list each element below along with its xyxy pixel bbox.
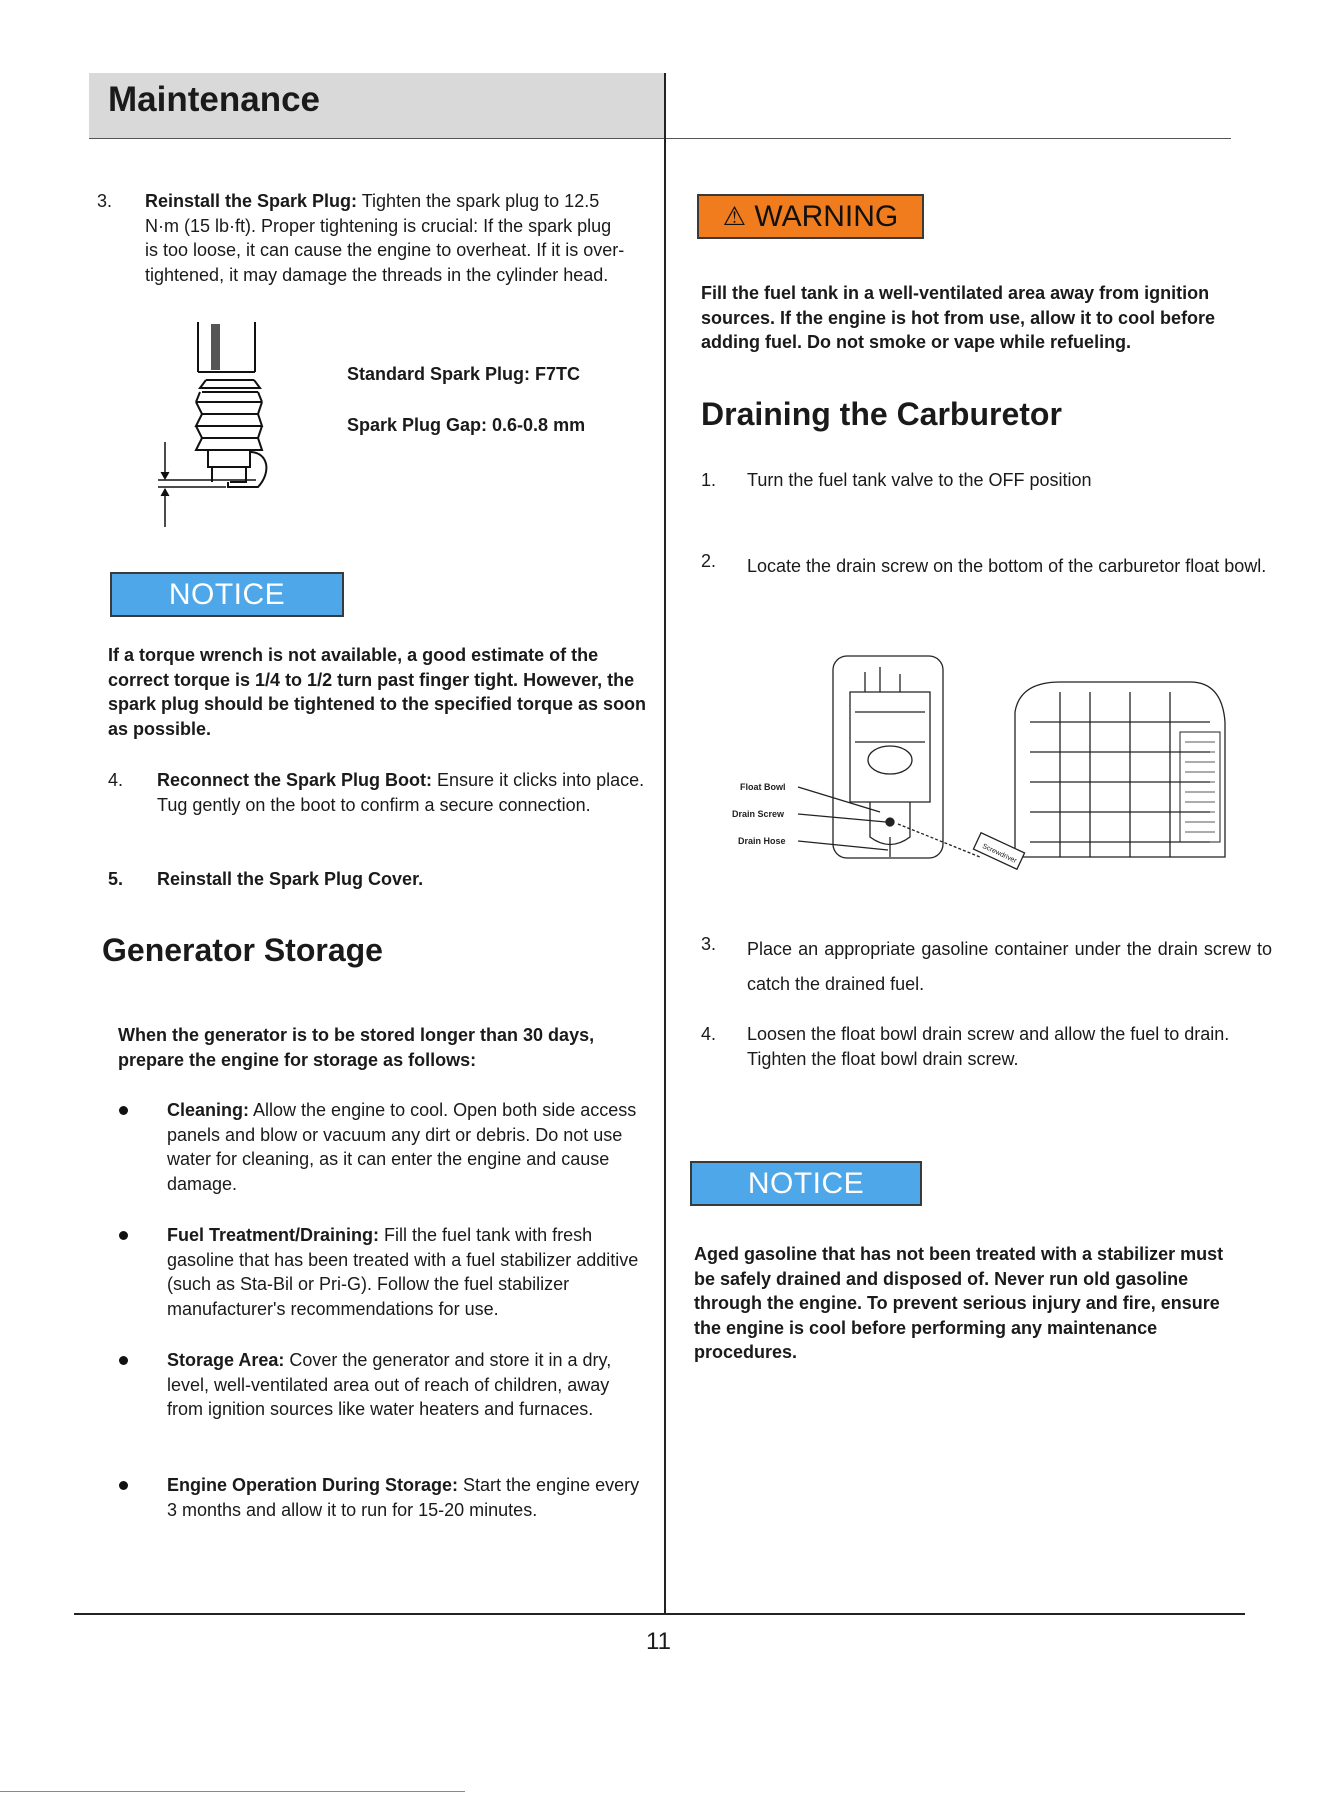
column-divider xyxy=(664,73,666,1613)
bullet-icon xyxy=(119,1106,128,1115)
step-number: 4. xyxy=(108,770,124,790)
bullet-icon xyxy=(119,1356,128,1365)
item-text: Start the engine every 3 months and allow it to run for 15-20 minutes. xyxy=(167,1475,640,1520)
step-reinstall-cover: Reinstall the Spark Plug Cover. xyxy=(157,869,424,889)
notice-label: NOTICE xyxy=(690,1161,922,1206)
item-title: Engine Operation During Storage: xyxy=(167,1475,459,1495)
label-float-bowl: Float Bowl xyxy=(740,782,786,792)
carburetor-diagram xyxy=(730,652,1230,892)
step-reconnect-boot xyxy=(157,768,652,817)
label-drain-screw: Drain Screw xyxy=(732,809,785,819)
step-title: Reconnect the Spark Plug Boot: xyxy=(157,770,433,790)
step-number: 1. xyxy=(701,470,717,490)
spark-plug-gap: Spark Plug Gap: 0.6-0.8 mm xyxy=(347,415,586,435)
bullet-icon xyxy=(119,1481,128,1490)
spark-plug-type: Standard Spark Plug: F7TC xyxy=(347,364,581,384)
carb-step-3: Place an appropriate gasoline container under the drain screw to catch the drained fuel. xyxy=(747,939,1272,994)
footer-hairline xyxy=(0,1791,465,1792)
step-title: Reinstall the Spark Plug: xyxy=(145,191,358,211)
warning-text: Fill the fuel tank in a well-ventilated area away from ignition sources. If the engine is hot from use, allow it to cool before adding fuel. Do not smoke or vape while refueling. xyxy=(701,283,1216,352)
header-rule xyxy=(89,138,1231,139)
section-heading-storage: Generator Storage xyxy=(102,932,383,968)
notice-text: If a torque wrench is not available, a good estimate of the correct torque is 1/4 to 1/2 turn past finger tight. However, the spark plug should be tightened to the specified torque as soon as possible. xyxy=(108,645,647,739)
step-text: Tighten the spark plug to 12.5 N·m (15 lb·ft). Proper tightening is crucial: If the spark plug is too loose, it can cause the engine to overheat. If it is over-tightened, it may damage the threads in the cylinder head. xyxy=(145,191,625,285)
warning-label-text: WARNING xyxy=(754,200,899,233)
footer-rule xyxy=(74,1613,1245,1615)
bullet-icon xyxy=(119,1231,128,1240)
notice-text: Aged gasoline that has not been treated with a stabilizer must be safely drained and disposed of. Never run old gasoline through the engine. To prevent serious injury and fire, ensure the engine is cool before performing any maintenance procedures. xyxy=(694,1244,1224,1362)
storage-item-area xyxy=(167,1348,647,1422)
item-title: Storage Area: xyxy=(167,1350,285,1370)
item-title: Fuel Treatment/Draining: xyxy=(167,1225,380,1245)
page-title: Maintenance xyxy=(108,80,320,119)
step-text: Ensure it clicks into place. Tug gently on the boot to confirm a secure connection. xyxy=(157,770,645,815)
step-number: 3. xyxy=(701,934,717,954)
step-number: 4. xyxy=(701,1024,717,1044)
carb-step-2: Locate the drain screw on the bottom of the carburetor float bowl. xyxy=(747,556,1267,576)
step-number: 3. xyxy=(97,191,113,211)
carb-step-1: Turn the fuel tank valve to the OFF position xyxy=(747,470,1092,490)
page-number: 11 xyxy=(646,1628,671,1655)
section-heading-carburetor: Draining the Carburetor xyxy=(701,396,1062,432)
warning-triangle-icon: ⚠ xyxy=(722,201,747,231)
step-reinstall-spark-plug xyxy=(145,189,625,287)
item-text: Fill the fuel tank with fresh gasoline that has been treated with a fuel stabilizer additive (such as Sta-Bil or Pri-G). Follow the fuel stabilizer manufacturer's recommendations for use. xyxy=(167,1225,639,1319)
notice-label: NOTICE xyxy=(110,572,344,617)
spark-plug-diagram xyxy=(150,322,300,530)
step-number: 2. xyxy=(701,551,717,571)
item-text: Allow the engine to cool. Open both side access panels and blow or vacuum any dirt or debris. Do not use water for cleaning, as it can enter the engine and cause damage. xyxy=(167,1100,637,1194)
storage-item-cleaning xyxy=(167,1098,647,1196)
item-title: Cleaning: xyxy=(167,1100,250,1120)
item-text: Cover the generator and store it in a dry, level, well-ventilated area out of reach of children, away from ignition sources like water heaters and furnaces. xyxy=(167,1350,612,1419)
storage-intro: When the generator is to be stored longer than 30 days, prepare the engine for storage as follows: xyxy=(118,1025,595,1070)
storage-item-fuel xyxy=(167,1223,647,1321)
label-drain-hose: Drain Hose xyxy=(738,836,786,846)
carb-step-4: Loosen the float bowl drain screw and allow the fuel to drain. Tighten the float bowl drain screw. xyxy=(747,1024,1230,1069)
label-screwdriver: Screwdriver xyxy=(981,842,1018,865)
storage-item-operation xyxy=(167,1473,647,1522)
step-number: 5. xyxy=(108,869,124,889)
warning-label xyxy=(697,194,924,239)
